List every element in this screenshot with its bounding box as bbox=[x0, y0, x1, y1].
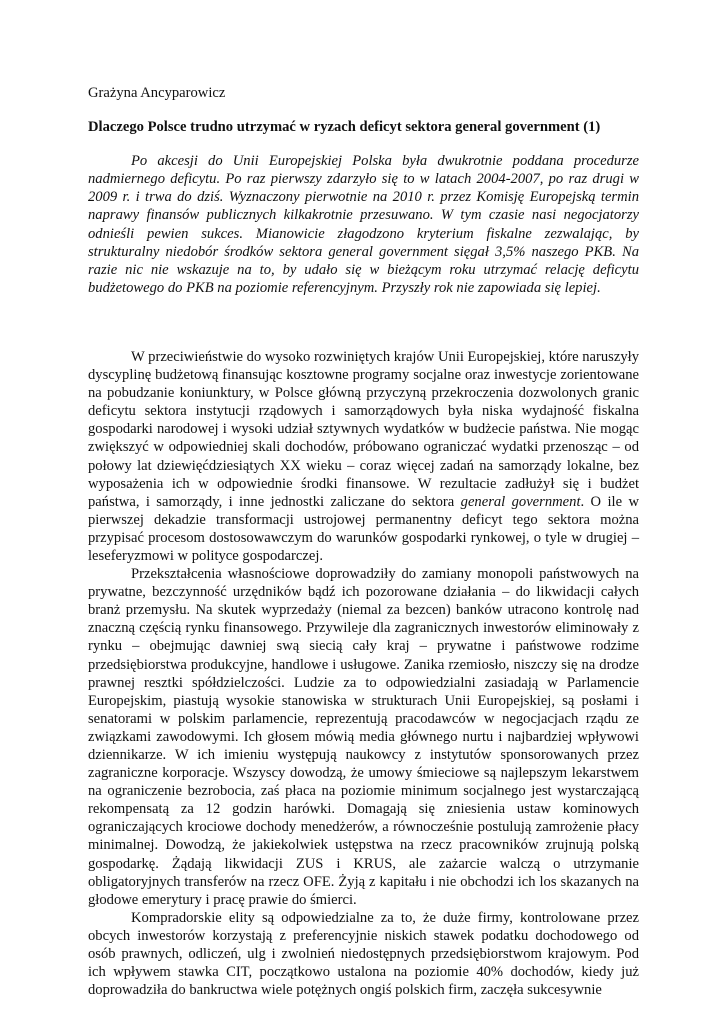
body-paragraph-3: Kompradorskie elity są odpowiedzialne za to, że duże firmy, kontrolowane przez obcych inwestorów korzystają z preferencyjnie niskich stawek podatku dochodowego od osób prawnych, odliczeń, ulg i zwolnień niedostępnych przedsiębiorstwom krajowym. Pod ich wpływem stawka CIT, początkowo ustalona na poziomie 40% dochodów, kiedy już doprowadziła do bankructwa wiele potężnych ongiś polskich firm, zaczęła sukcesywnie bbox=[88, 909, 639, 999]
author-name: Grażyna Ancyparowicz bbox=[88, 85, 226, 101]
lead-paragraph: Po akcesji do Unii Europejskiej Polska była dwukrotnie poddana procedurze nadmiernego deficytu. Po raz pierwszy zdarzyło się to w latach 2004-2007, po raz drugi w 2009 r. i trwa do dziś. Wyznaczony pierwotnie na 2010 r. przez Komisję Europejską termin naprawy finansów publicznych kilkakrotnie przesuwano. W tym czasie nasi negocjatorzy odnieśli pewien sukces. Mianowicie złagodzono kryterium fiskalne zezwalając, by strukturalny niedobór środków sektora general government sięgał 3,5% naszego PKB. Na razie nic nie wskazuje na to, by udało się w bieżącym roku utrzymać relację deficytu budżetowego do PKB na poziomie referencyjnym. Przyszły rok nie zapowiada się lepiej. bbox=[88, 153, 639, 296]
emphasis-term: general government bbox=[460, 493, 581, 510]
paragraph-text: . O ile w pierwszej dekadzie transformacji ustrojowej permanentny deficyt tego sektora można przypisać procesom dostosowawczym do warunków gospodarki rynkowej, o tyle w drugiej – leseferyzmowi w polityce gospodarczej. bbox=[88, 493, 639, 564]
body-paragraph-2: Przekształcenia własnościowe doprowadziły do zamiany monopoli państwowych na prywatne, bezczynność urzędników bądź ich pozorowane działania – do likwidacji całych branż przemysłu. Na skutek wyprzedaży (niemal za bezcen) banków utracono kontrolę nad znaczną częścią rynku finansowego. Przywileje dla zagranicznych inwestorów eliminowały z rynku – obejmując dawniej swą siecią cały kraj – prywatne i państwowe rodzime przedsiębiorstwa produkcyjne, handlowe i usługowe. Zanika rzemiosło, niszczy się na drodze prawnej resztki spółdzielczości. Ludzie za to odpowiedzialni zasiadają w Parlamencie Europejskim, piastują wysokie stanowiska w strukturach Unii Europejskiej, są posłami i senatorami w polskim parlamencie, reprezentują pracodawców w negocjacjach rządu ze związkami zawodowymi. Ich głosem mówią media głównego nurtu i najbardziej wpływowi dziennikarze. W ich imieniu występują naukowcy z instytutów sponsorowanych przez zagraniczne korporacje. Wszyscy dowodzą, że umowy śmieciowe są najlepszym lekarstwem na ograniczenie bezrobocia, zaś płaca na poziomie minimum socjalnego jest wystarczającą rekompensatą za 12 godzin harówki. Domagają się zniesienia ustaw kominowych ograniczających krociowe dochody menedżerów, a równocześnie postulują zamrożenie płacy minimalnej. Dowodzą, że jakiekolwiek ustępstwa na rzecz pracowników zrujnują polską gospodarkę. Żądają likwidacji ZUS i KRUS, ale zażarcie walczą o utrzymanie obligatoryjnych transferów na rzecz OFE. Żyją z kapitału i nie obchodzi ich los skazanych na głodowe emerytury i pracę prawie do śmierci. bbox=[88, 566, 639, 908]
article-title: Dlaczego Polsce trudno utrzymać w ryzach deficyt sektora general government (1) bbox=[88, 119, 601, 136]
document-page bbox=[88, 84, 639, 999]
body-paragraph-1 bbox=[88, 348, 639, 565]
paragraph-text: W przeciwieństwie do wysoko rozwiniętych krajów Unii Europejskiej, które naruszyły dyscyplinę budżetową finansując kosztowne programy socjalne oraz inwestycje zorientowane na pobudzanie koniunktury, w Polsce główną przyczyną przekroczenia dozwolonych granic deficytu sektora instytucji rządowych i samorządowych była niska wydajność fiskalna gospodarki narodowej i wysoki udział sztywnych wydatków w budżecie państwa. Nie mogąc zwiększyć w odpowiedniej skali dochodów, próbowano ograniczać wydatki przenosząc – od połowy lat dziewięćdziesiątych XX wieku – coraz więcej zadań na samorządy lokalne, bez wyposażenia ich w odpowiednie środki finansowe. W rezultacie zadłużył się i budżet państwa, i samorządy, i inne jednostki zaliczane do sektora bbox=[88, 348, 639, 510]
